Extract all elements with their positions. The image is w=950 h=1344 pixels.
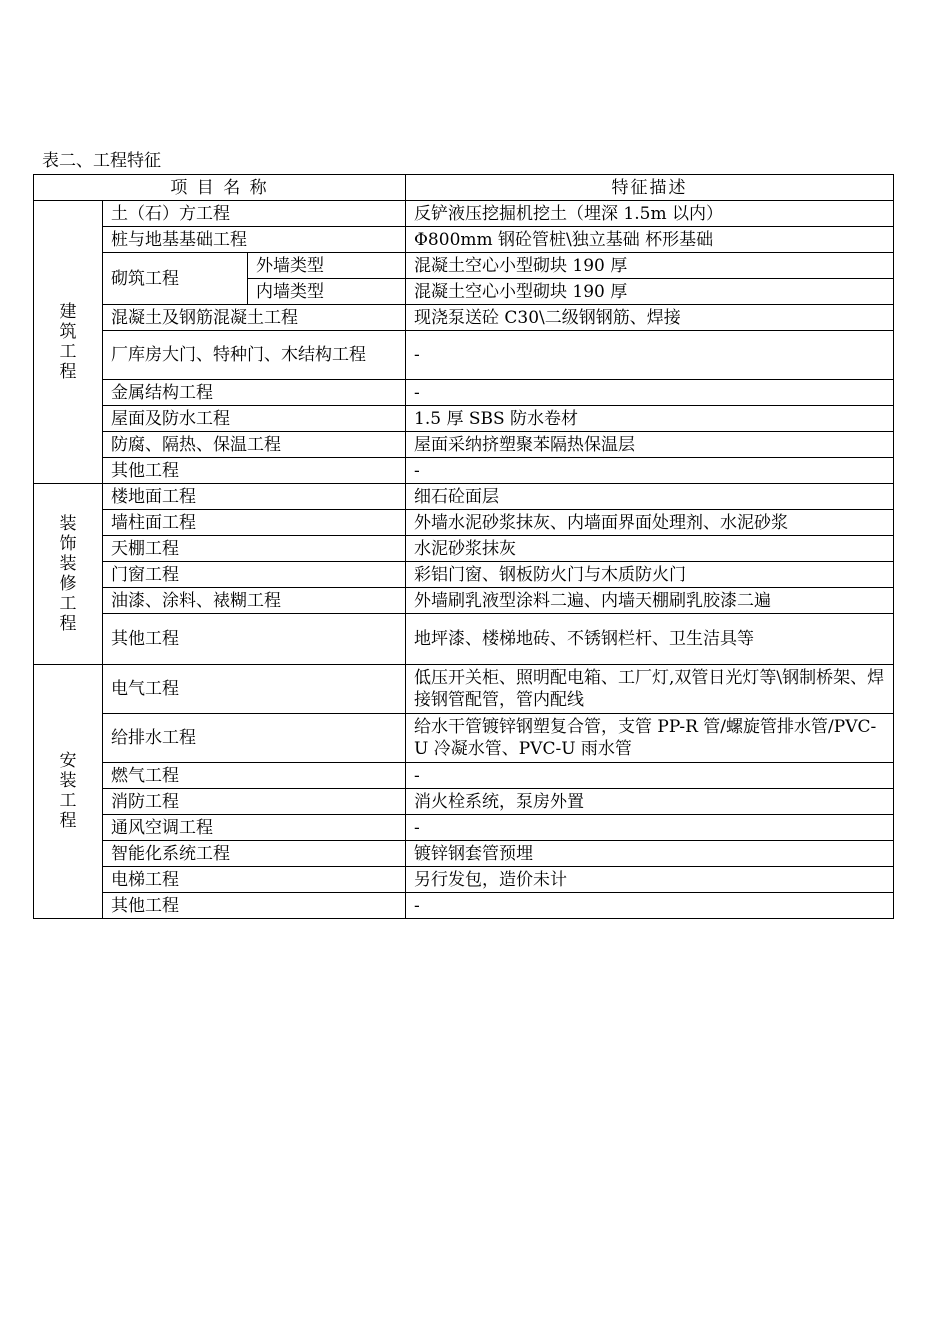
item-cell: 砌筑工程 — [103, 253, 248, 305]
table-row — [34, 253, 894, 279]
engineering-features-table — [33, 174, 894, 919]
item-cell: 天棚工程 — [103, 536, 406, 562]
item-cell: 油漆、涂料、裱糊工程 — [103, 588, 406, 614]
item-cell: 屋面及防水工程 — [103, 406, 406, 432]
table-row — [34, 305, 894, 331]
category-cell — [34, 201, 103, 484]
item-cell: 电气工程 — [103, 665, 406, 714]
table-caption: 表二、工程特征 — [42, 151, 161, 171]
desc-cell: - — [406, 893, 894, 919]
desc-cell: 地坪漆、楼梯地砖、不锈钢栏杆、卫生洁具等 — [406, 614, 894, 665]
item-cell: 智能化系统工程 — [103, 841, 406, 867]
item-cell: 其他工程 — [103, 614, 406, 665]
category-label: 建筑工程 — [59, 301, 77, 382]
header-item-name: 项 目 名 称 — [34, 175, 406, 201]
category-label: 安装工程 — [59, 751, 77, 831]
item-cell: 燃气工程 — [103, 763, 406, 789]
desc-cell: 水泥砂浆抹灰 — [406, 536, 894, 562]
desc-cell: - — [406, 380, 894, 406]
item-cell: 厂库房大门、特种门、木结构工程 — [103, 331, 406, 380]
item-cell: 墙柱面工程 — [103, 510, 406, 536]
desc-cell: 另行发包，造价未计 — [406, 867, 894, 893]
table-header-row — [34, 175, 894, 201]
desc-cell: 消火栓系统，泵房外置 — [406, 789, 894, 815]
desc-cell: 低压开关柜、照明配电箱、工厂灯,双管日光灯等\钢制桥架、焊接钢管配管，管内配线 — [406, 665, 894, 714]
desc-cell: 1.5 厚 SBS 防水卷材 — [406, 406, 894, 432]
desc-cell: - — [406, 331, 894, 380]
table-row — [34, 815, 894, 841]
table-row — [34, 867, 894, 893]
table-row — [34, 331, 894, 380]
sub-item-cell: 外墙类型 — [248, 253, 406, 279]
table-row — [34, 536, 894, 562]
table-row — [34, 789, 894, 815]
desc-cell: - — [406, 458, 894, 484]
table-row — [34, 562, 894, 588]
desc-cell: 现浇泵送砼 C30\二级钢钢筋、焊接 — [406, 305, 894, 331]
item-cell: 电梯工程 — [103, 867, 406, 893]
table-row — [34, 227, 894, 253]
item-cell: 给排水工程 — [103, 714, 406, 763]
item-cell: 消防工程 — [103, 789, 406, 815]
category-cell — [34, 484, 103, 665]
table-row — [34, 406, 894, 432]
table-row — [34, 201, 894, 227]
desc-cell: 镀锌钢套管预埋 — [406, 841, 894, 867]
desc-cell: 混凝土空心小型砌块 190 厚 — [406, 279, 894, 305]
item-cell: 其他工程 — [103, 458, 406, 484]
desc-cell: 屋面采纳挤塑聚苯隔热保温层 — [406, 432, 894, 458]
desc-cell: 外墙刷乳液型涂料二遍、内墙天棚刷乳胶漆二遍 — [406, 588, 894, 614]
item-cell: 防腐、隔热、保温工程 — [103, 432, 406, 458]
table-row — [34, 458, 894, 484]
item-cell: 混凝土及钢筋混凝土工程 — [103, 305, 406, 331]
item-cell: 通风空调工程 — [103, 815, 406, 841]
category-cell — [34, 665, 103, 919]
category-label: 装饰装修工程 — [59, 513, 77, 634]
item-cell: 楼地面工程 — [103, 484, 406, 510]
table-row — [34, 841, 894, 867]
desc-cell: 外墙水泥砂浆抹灰、内墙面界面处理剂、水泥砂浆 — [406, 510, 894, 536]
desc-cell: - — [406, 763, 894, 789]
table-row — [34, 614, 894, 665]
table-row — [34, 380, 894, 406]
table-row — [34, 432, 894, 458]
desc-cell: - — [406, 815, 894, 841]
table-row — [34, 484, 894, 510]
desc-cell: 给水干管镀锌钢塑复合管，支管 PP-R 管/螺旋管排水管/PVC-U 冷凝水管、PVC-U 雨水管 — [406, 714, 894, 763]
desc-cell: Φ800mm 钢砼管桩\独立基础 杯形基础 — [406, 227, 894, 253]
table-row — [34, 763, 894, 789]
table-row — [34, 714, 894, 763]
desc-cell: 反铲液压挖掘机挖土（埋深 1.5m 以内） — [406, 201, 894, 227]
sub-item-cell: 内墙类型 — [248, 279, 406, 305]
item-cell: 金属结构工程 — [103, 380, 406, 406]
item-cell: 其他工程 — [103, 893, 406, 919]
desc-cell: 混凝土空心小型砌块 190 厚 — [406, 253, 894, 279]
table-row — [34, 588, 894, 614]
item-cell: 桩与地基基础工程 — [103, 227, 406, 253]
header-feature-desc: 特征描述 — [406, 175, 894, 201]
item-cell: 土（石）方工程 — [103, 201, 406, 227]
desc-cell: 彩铝门窗、钢板防火门与木质防火门 — [406, 562, 894, 588]
table-row — [34, 510, 894, 536]
table-row — [34, 665, 894, 714]
table-row — [34, 893, 894, 919]
desc-cell: 细石砼面层 — [406, 484, 894, 510]
item-cell: 门窗工程 — [103, 562, 406, 588]
